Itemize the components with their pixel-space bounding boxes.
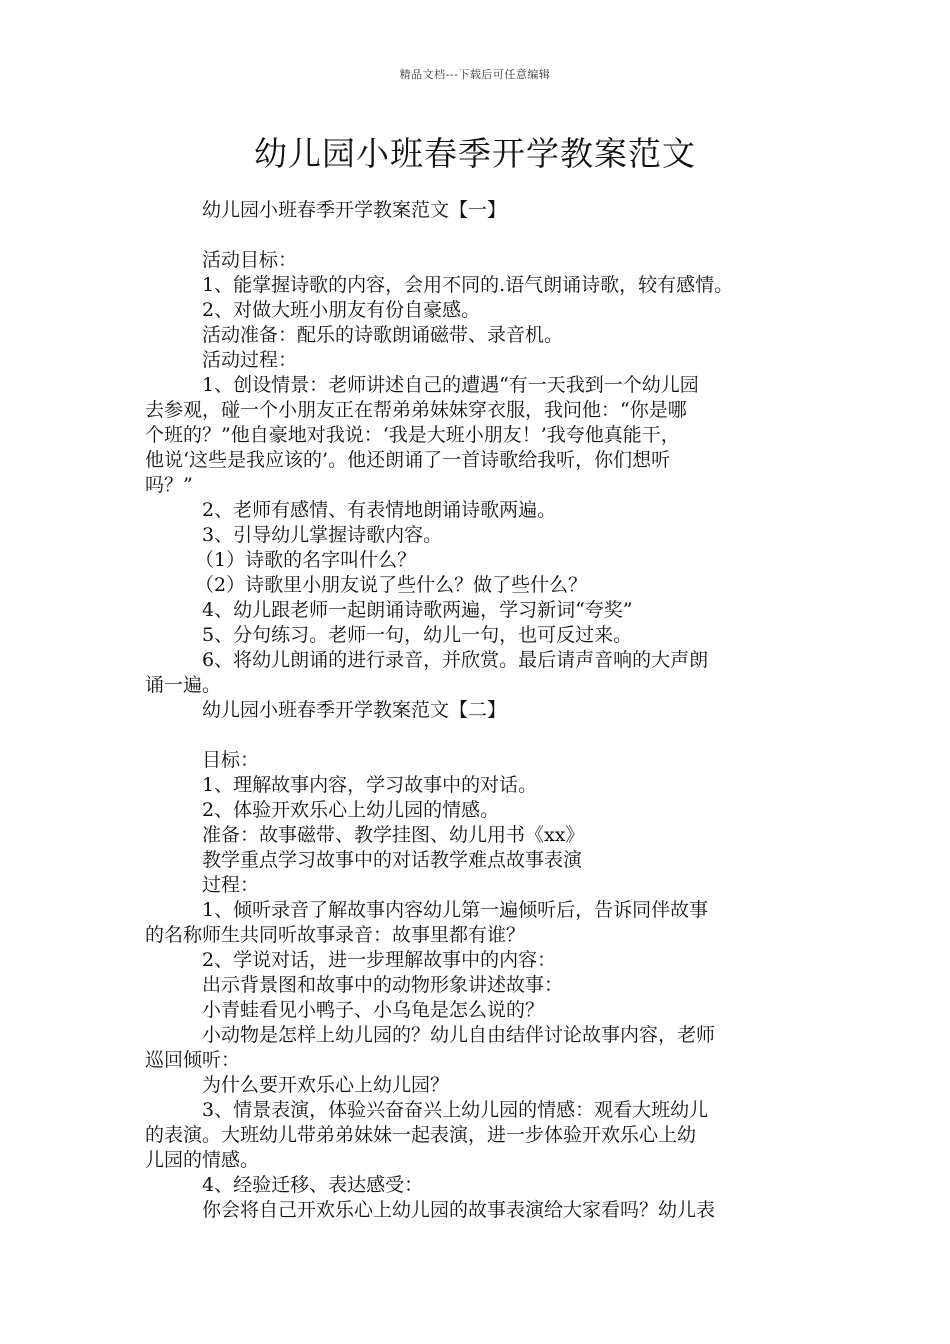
paragraph-line: 诵一遍。 — [145, 674, 222, 696]
text-line: 1、能掌握诗歌的内容，会用不同的.语气朗诵诗歌，较有感情。 — [202, 274, 734, 296]
question-line: （2）诗歌里小朋友说了些什么？做了些什么？ — [195, 574, 588, 596]
paragraph-line: 小动物是怎样上幼儿园的？幼儿自由结伴讨论故事内容，老师 — [202, 1024, 716, 1046]
paragraph-line: 巡回倾听： — [145, 1049, 241, 1071]
paragraph-line: 的表演。大班幼儿带弟弟妹妹一起表演，进一步体验开欢乐心上幼 — [145, 1124, 697, 1146]
text-line: 4、幼儿跟老师一起朗诵诗歌两遍，学习新词“夸奖” — [202, 599, 633, 621]
text-line: 活动过程： — [202, 349, 298, 371]
question-line: （1）诗歌的名字叫什么？ — [195, 549, 417, 571]
text-line: 活动目标： — [202, 249, 298, 271]
paragraph-line: 1、倾听录音了解故事内容幼儿第一遍倾听后，告诉同伴故事 — [202, 899, 709, 921]
paragraph-line: 个班的？”他自豪地对我说：‘我是大班小朋友！’我夸他真能干， — [145, 424, 680, 446]
paragraph-line: 6、将幼儿朗诵的进行录音，并欣赏。最后请声音响的大声朗 — [202, 649, 709, 671]
section-heading-2: 幼儿园小班春季开学教案范文【二】 — [202, 699, 507, 721]
paragraph-line: 3、情景表演，体验兴奋奋兴上幼儿园的情感：观看大班幼儿 — [202, 1099, 709, 1121]
text-line: 2、学说对话，进一步理解故事中的内容： — [202, 949, 557, 971]
text-line: 小青蛙看见小鸭子、小乌龟是怎么说的？ — [202, 999, 545, 1021]
blank-line — [145, 223, 817, 248]
paragraph-line: 吗？” — [145, 474, 193, 496]
text-line: 5、分句练习。老师一句，幼儿一句，也可反过来。 — [202, 624, 633, 646]
text-line: 教学重点学习故事中的对话教学难点故事表演 — [202, 849, 583, 871]
text-line: 为什么要开欢乐心上幼儿园？ — [202, 1074, 450, 1096]
paragraph-line: 去参观，碰一个小朋友正在帮弟弟妹妹穿衣服，我问他：“你是哪 — [145, 399, 687, 421]
paragraph-line: 儿园的情感。 — [145, 1149, 260, 1171]
text-line: 准备：故事磁带、教学挂图、幼儿用书《xx》 — [202, 824, 585, 846]
document-body — [145, 198, 817, 1223]
blank-line — [145, 723, 817, 748]
paragraph-line: 他说‘这些是我应该的’。他还朗诵了一首诗歌给我听，你们想听 — [145, 449, 671, 471]
paragraph-line: 1、创设情景：老师讲述自己的遭遇“有一天我到一个幼儿园 — [202, 374, 699, 396]
header-note: 精品文档---下载后可任意编辑 — [399, 68, 551, 81]
text-line: 1、理解故事内容，学习故事中的对话。 — [202, 774, 538, 796]
text-line: 出示背景图和故事中的动物形象讲述故事： — [202, 974, 564, 996]
text-line: 你会将自己开欢乐心上幼儿园的故事表演给大家看吗？幼儿表 — [202, 1199, 716, 1221]
document-title: 幼儿园小班春季开学教案范文 — [254, 134, 696, 173]
text-line: 活动准备：配乐的诗歌朗诵磁带、录音机。 — [202, 324, 564, 346]
text-line: 2、对做大班小朋友有份自豪感。 — [202, 299, 481, 321]
text-line: 2、体验开欢乐心上幼儿园的情感。 — [202, 799, 500, 821]
paragraph-line: 的名称师生共同听故事录音：故事里都有谁？ — [145, 924, 526, 946]
text-line: 过程： — [202, 874, 260, 896]
section-heading-1: 幼儿园小班春季开学教案范文【一】 — [202, 199, 507, 221]
text-line: 4、经验迁移、表达感受： — [202, 1174, 424, 1196]
text-line: 2、老师有感情、有表情地朗诵诗歌两遍。 — [202, 499, 557, 521]
text-line: 3、引导幼儿掌握诗歌内容。 — [202, 524, 443, 546]
text-line: 目标： — [202, 749, 260, 771]
